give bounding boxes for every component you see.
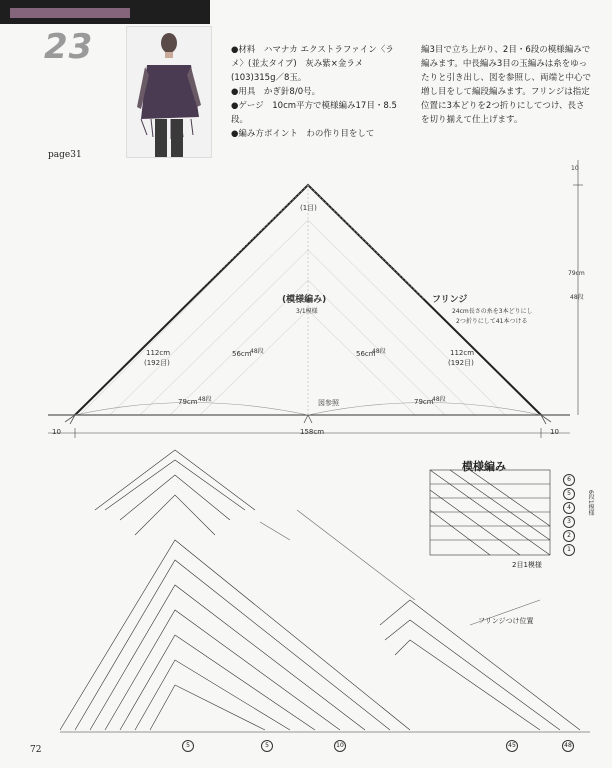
chart-callout-line-2 (297, 510, 415, 600)
marker-5a: 5 (182, 740, 194, 752)
inner-right-rows: 48段 (372, 348, 386, 355)
inner-left-rows: 48段 (250, 348, 264, 355)
center-reference: 図参照 (318, 399, 339, 407)
spec-material: ●材料 ハマナカ エクストラファイン〈ラメ〉(並太タイプ) 灰み紫×金ラメ(103)315g／8玉。 (231, 45, 394, 83)
spec-points: ●編み方ポイント わの作り目をして (231, 129, 375, 139)
key-row-5: 5 (563, 488, 575, 500)
key-repeat-note: 2目1模様 (512, 561, 542, 569)
fringe-position-label: フリンジつけ位置 (478, 617, 534, 625)
fringe-marks (65, 415, 551, 424)
header-accent (10, 8, 130, 18)
side-left-length: 10 (52, 428, 61, 436)
key-row-2: 2 (563, 530, 575, 542)
bottom-right-rows: 48段 (432, 396, 446, 403)
bottom-left-rows: 48段 (198, 396, 212, 403)
spec-tools: ●用具 かぎ針8/0号。 (231, 87, 321, 97)
fringe-label: フリンジ (432, 295, 468, 305)
left-edge-length: 112cm (146, 349, 171, 357)
crochet-chart (0, 440, 612, 768)
chart-large-triangle (60, 540, 410, 730)
fringe-note-1: 24cm長さの糸を3本どりにし (452, 308, 533, 315)
marker-45: 45 (506, 740, 518, 752)
right-dim-rows: 48段 (570, 294, 584, 301)
total-width: 158cm (300, 428, 325, 436)
bottom-left-length: 79cm (178, 398, 198, 406)
key-side-note: 6段1模様 (587, 490, 594, 516)
apex-label: (1目) (300, 204, 317, 212)
side-right-length: 10 (550, 428, 559, 436)
inner-right-length: 56cm (356, 350, 376, 358)
key-chart-title: 模様編み (462, 460, 506, 473)
materials-specs (231, 43, 406, 141)
page-number: 72 (30, 745, 42, 755)
marker-5b: 5 (261, 740, 273, 752)
instructions-text: 編3目で立ち上がり、2目・6段の模様編みで編みます。中長編み3目の玉編みは糸をゆったりと引き出し、図を参照し、両端と中心で増し目をして編段編みます。フリンジは指定位置に3本どりを2つ折りにしてつけ、長さを切り揃えて仕上げます。 (421, 45, 592, 125)
left-edge-stitches: (192目) (144, 359, 170, 367)
model-photo-figure (127, 27, 211, 157)
bottom-right-length: 79cm (414, 398, 434, 406)
right-edge-length: 112cm (450, 349, 475, 357)
key-chart (430, 470, 550, 555)
inner-left-length: 56cm (232, 350, 252, 358)
marker-10: 10 (334, 740, 346, 752)
right-dim-mid: 79cm (568, 270, 585, 277)
pattern-number: 23 (44, 27, 94, 67)
pattern-label: (模様編み) (282, 295, 327, 305)
chart-callout-line-1 (260, 522, 290, 540)
right-edge-stitches: (192目) (448, 359, 474, 367)
model-photo (126, 26, 212, 158)
spec-gauge: ●ゲージ 10cm平方で模様編み17目・8.5段。 (231, 101, 397, 125)
key-row-6: 6 (563, 474, 575, 486)
right-dim-top: 10 (571, 165, 579, 172)
marker-48: 48 (562, 740, 574, 752)
key-row-3: 3 (563, 516, 575, 528)
key-row-1: 1 (563, 544, 575, 556)
pattern-sublabel: 3/1模様 (296, 308, 318, 315)
fringe-note-2: 2つ折りにして41本つける (456, 318, 528, 325)
key-row-4: 4 (563, 502, 575, 514)
chart-small-triangle (95, 450, 255, 535)
page-reference: page31 (48, 150, 82, 160)
